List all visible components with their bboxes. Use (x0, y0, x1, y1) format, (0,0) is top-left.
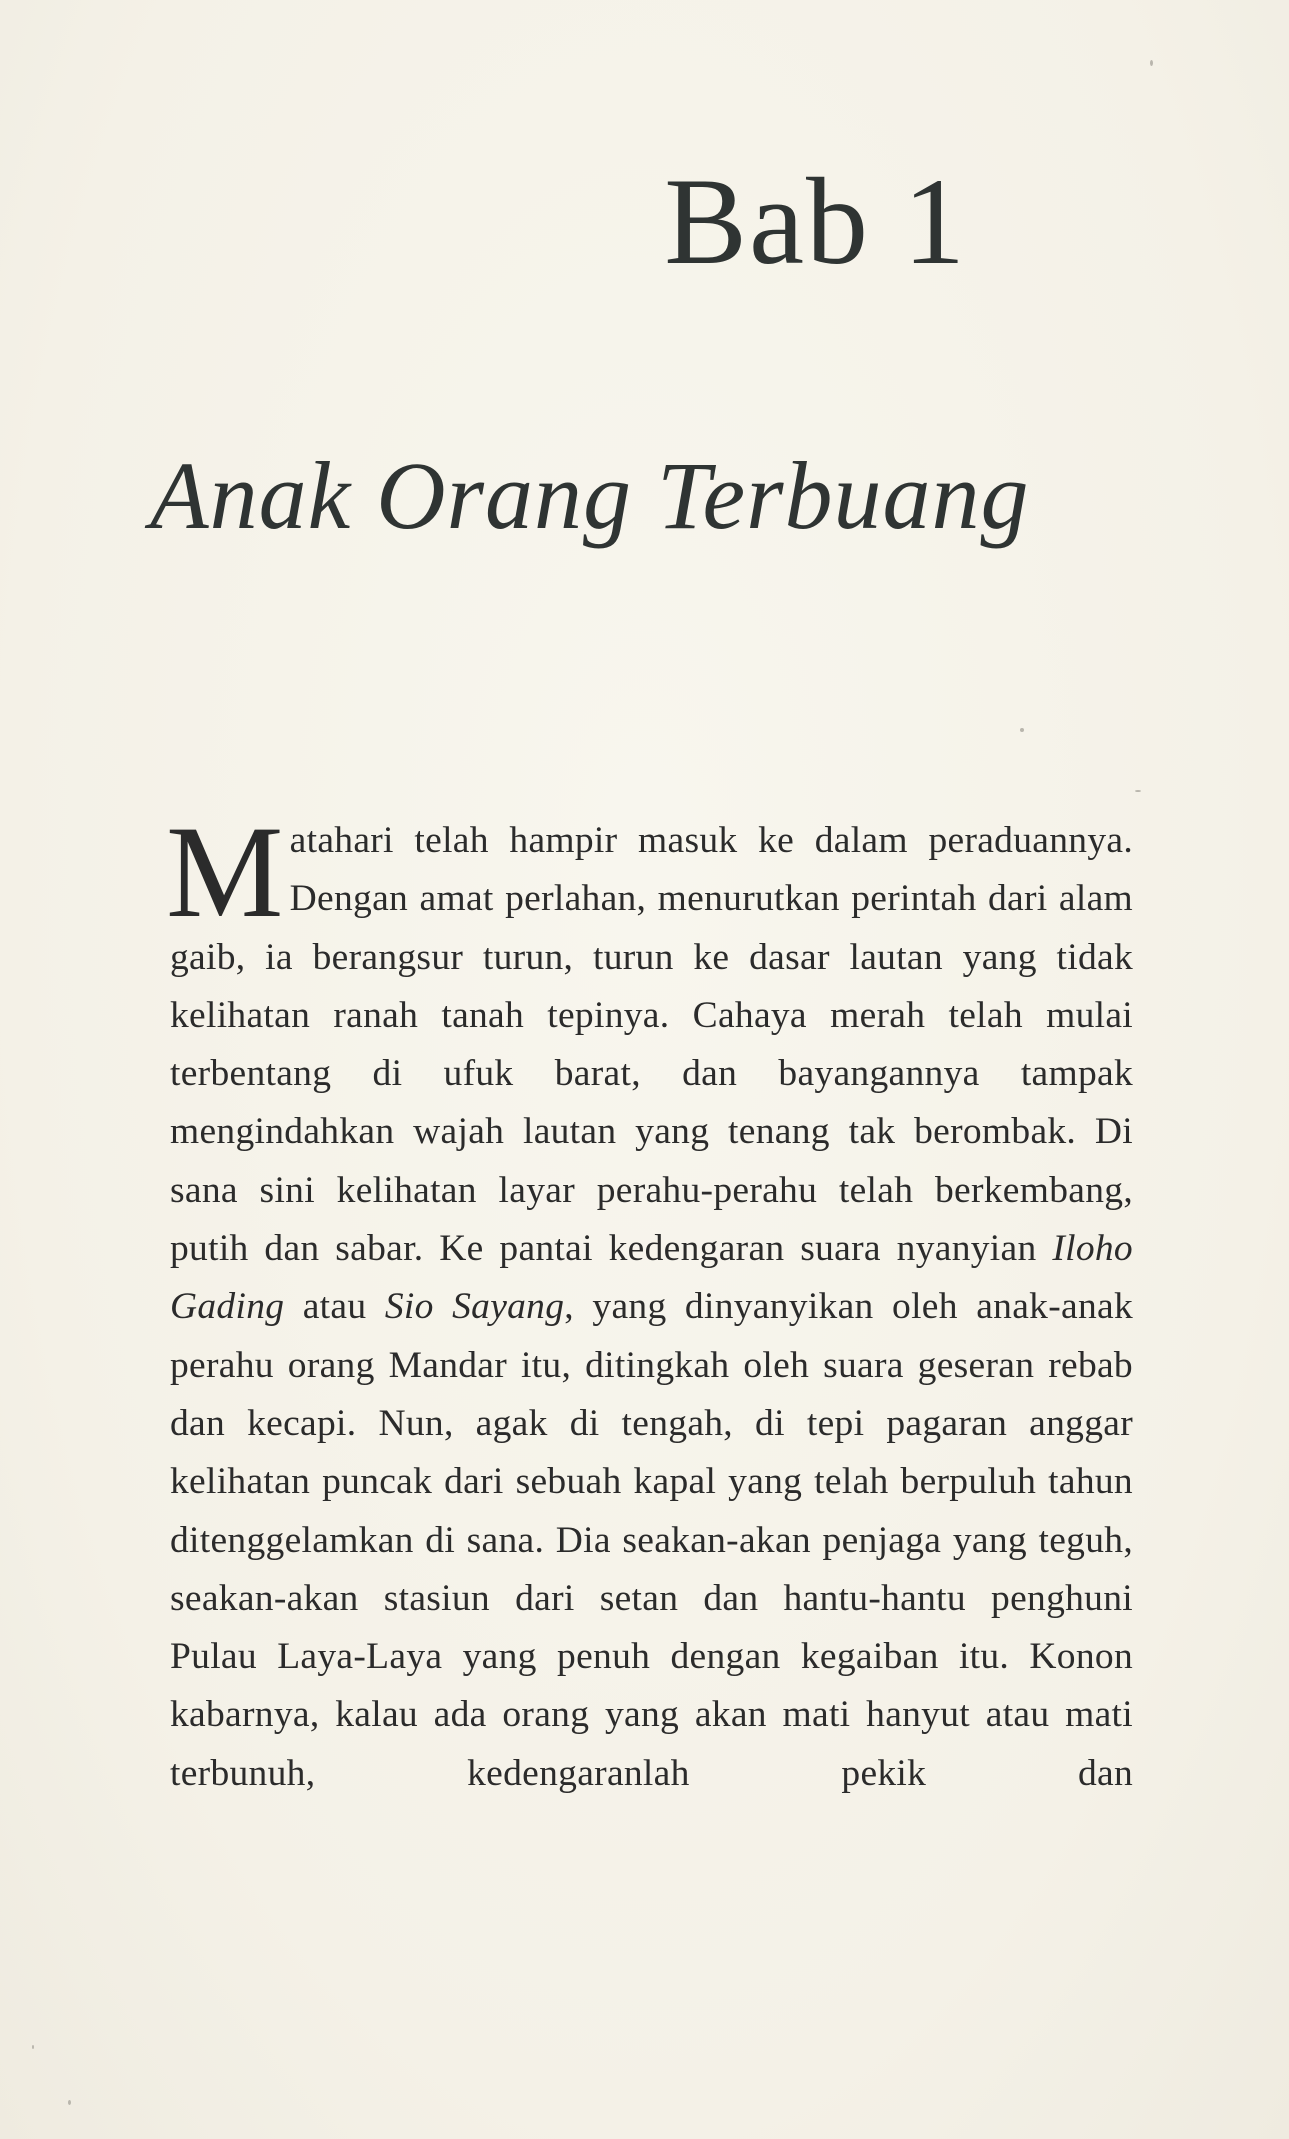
chapter-title: Anak Orang Terbuang (150, 442, 1030, 549)
paper-speck (1020, 728, 1024, 732)
paper-speck (1150, 60, 1153, 66)
drop-cap: M (166, 798, 284, 945)
paragraph-connector: atau (284, 1286, 385, 1328)
paragraph-text-start: atahari telah hampir masuk ke dalam peraduannya. Dengan amat perlahan, menurutkan perintah dari alam gaib, ia berangsur turun, turun ke dasar lautan yang tidak kelihatan ranah tanah tepinya. Cahaya merah telah mulai terbentang di ufuk barat, dan bayangannya tampak mengindahkan wajah lautan yang tenang tak berombak. Di sana sini kelihatan layar perahu-perahu telah berkembang, putih dan sabar. Ke pantai kedengaran suara nyanyian (170, 820, 1133, 1270)
body-paragraph (166, 798, 1133, 1803)
paper-speck (68, 2100, 71, 2105)
paper-speck (1135, 790, 1141, 792)
song-title-iloho-gading: Iloho Gading (170, 1228, 1133, 1328)
paragraph-text-end: , yang dinyanyikan oleh anak-anak perahu orang Mandar itu, ditingkah oleh suara geseran rebab dan kecapi. Nun, agak di tengah, di tepi pagaran anggar kelihatan puncak dari sebuah kapal yang telah berpuluh tahun ditenggelamkan di sana. Dia seakan-akan penjaga yang teguh, seakan-akan stasiun dari setan dan hantu-hantu penghuni Pulau Laya-Laya yang penuh dengan kegaiban itu. Konon kabarnya, kalau ada orang yang akan mati hanyut atau mati terbunuh, kedengaranlah pekik dan (170, 1286, 1133, 1794)
chapter-number: Bab 1 (664, 153, 967, 290)
paper-speck (32, 2045, 34, 2049)
song-title-sio-sayang: Sio Sayang (384, 1286, 565, 1328)
